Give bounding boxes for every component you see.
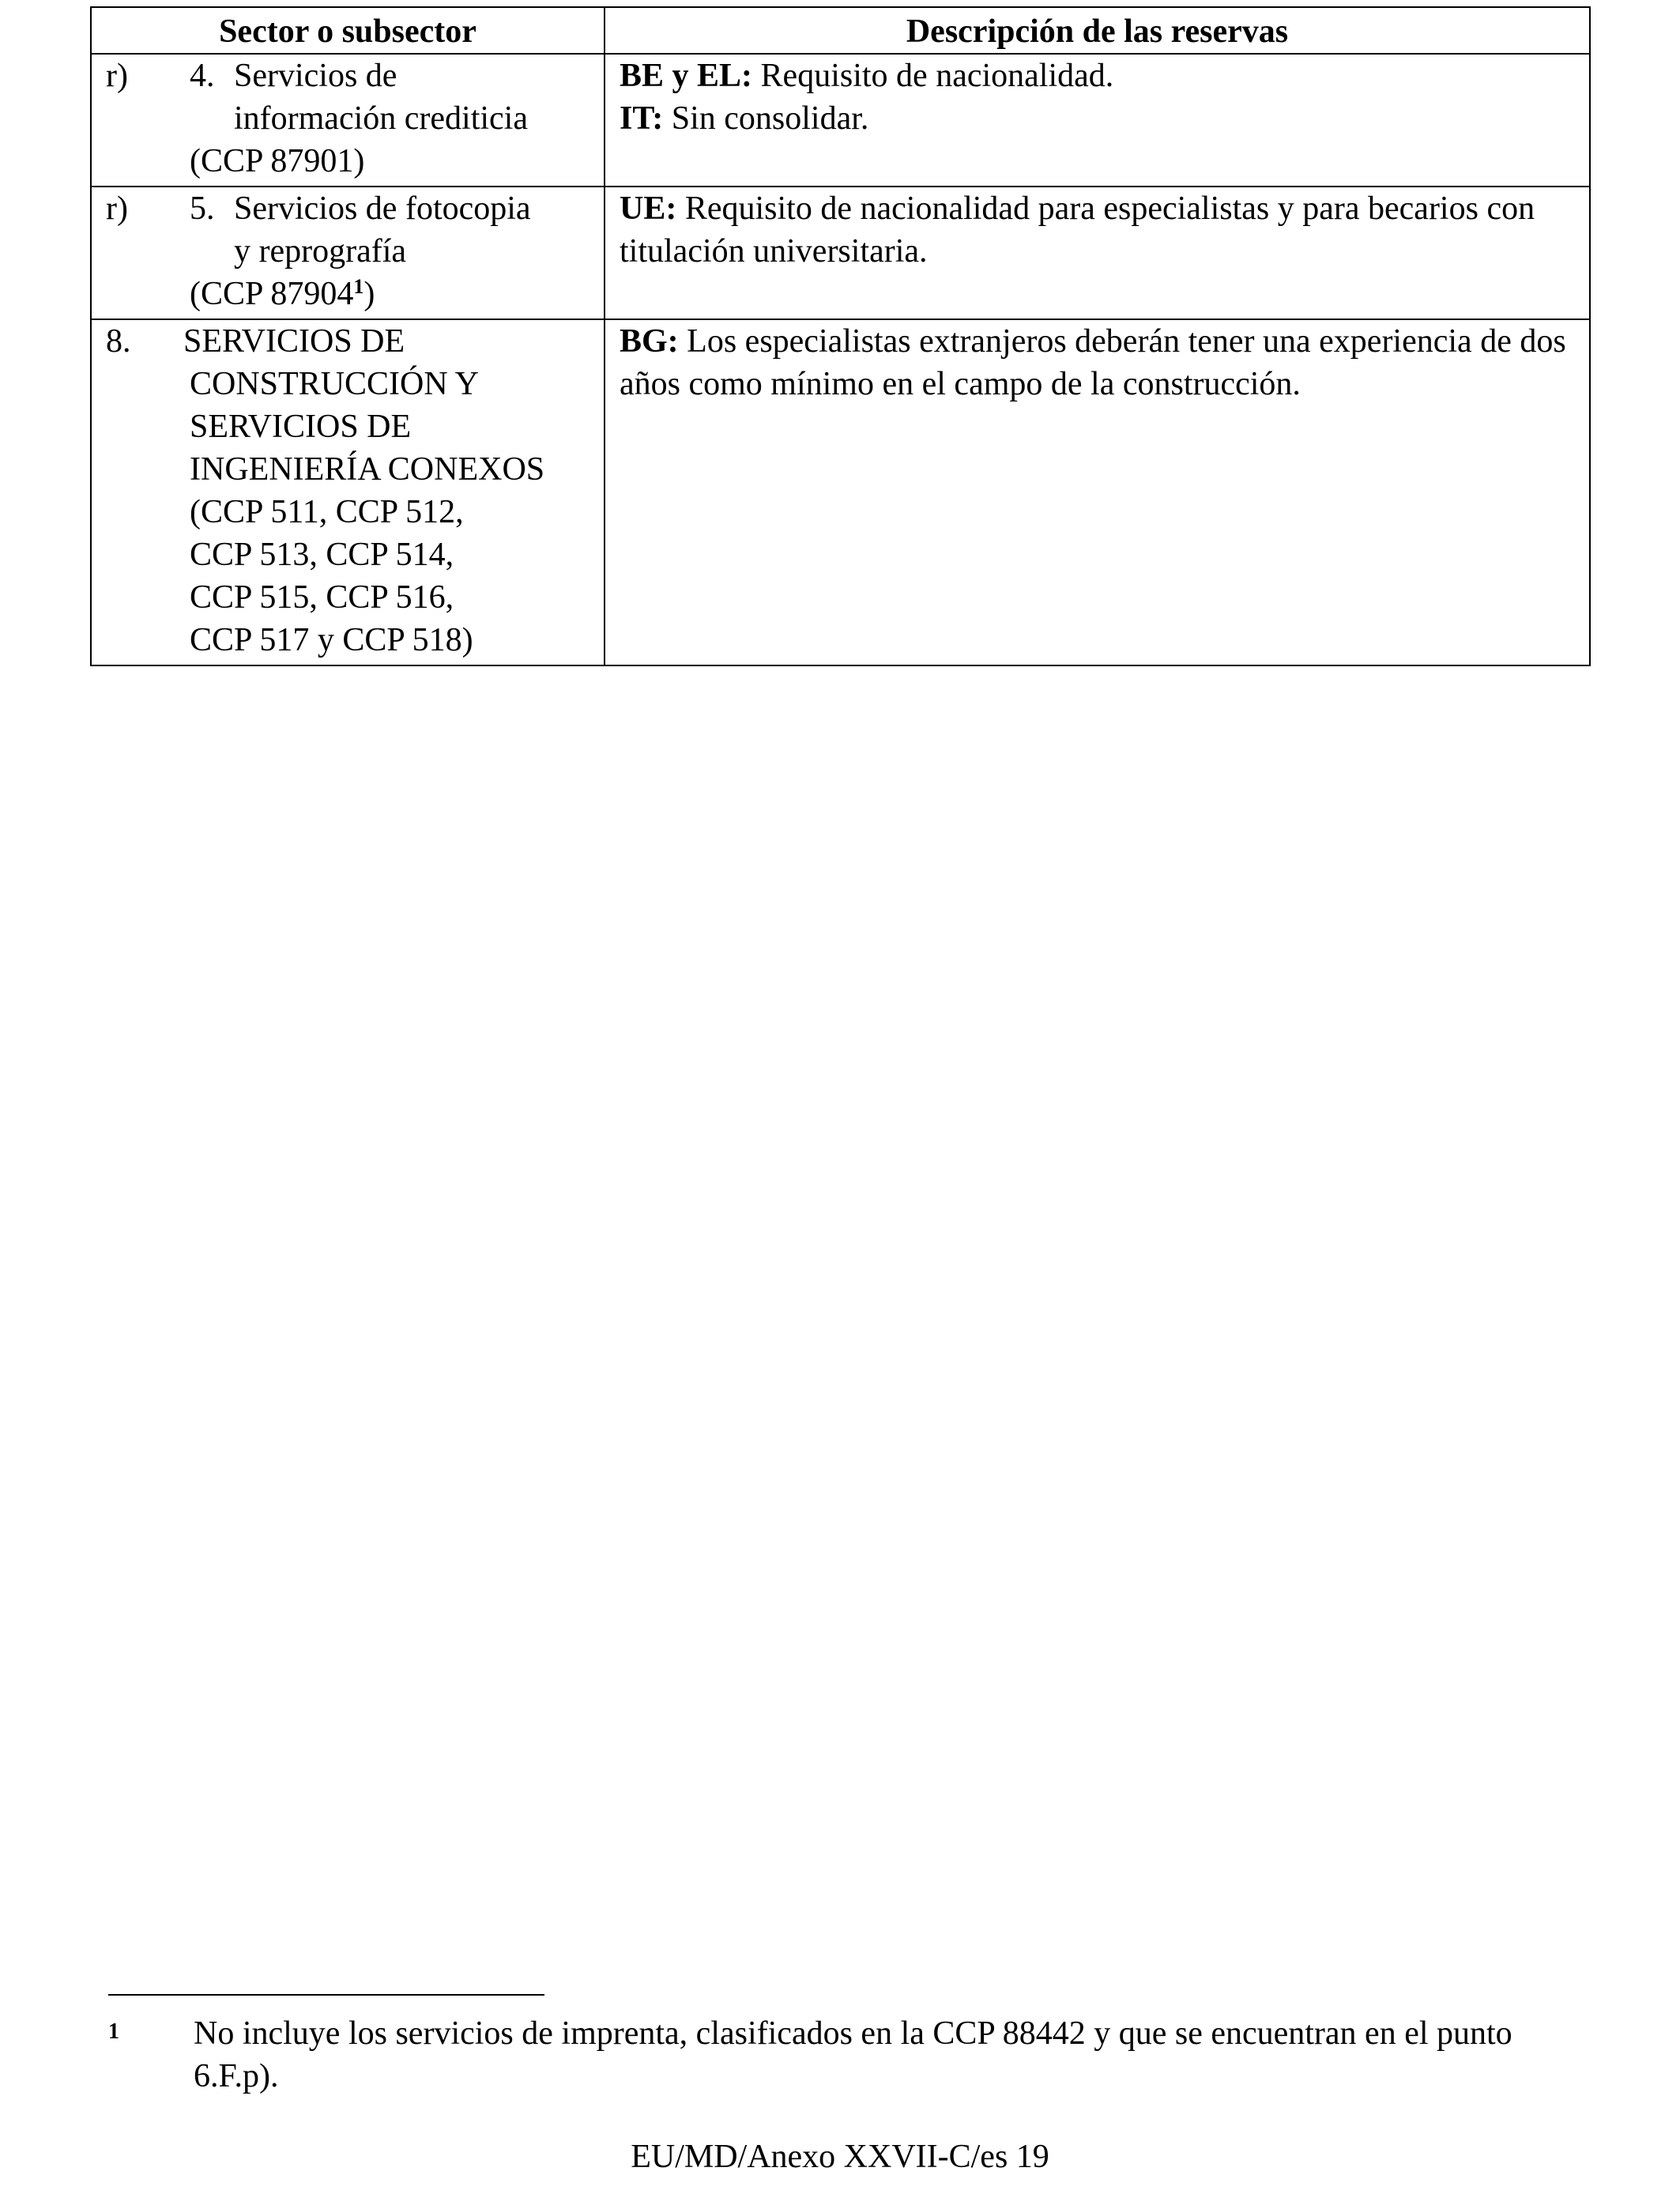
sector-line: CCP 513, CCP 514, xyxy=(190,537,454,573)
sector-ccp: (CCP 87901) xyxy=(190,143,365,179)
footnote-text: No incluye los servicios de imprenta, clasificados en la CCP 88442 y que se encuentran en el punto 6.F.p). xyxy=(194,2015,1512,2094)
sector-line: (CCP 511, CCP 512, xyxy=(190,494,464,530)
country-code: BE y EL: xyxy=(620,58,753,94)
sector-line: SERVICIOS DE xyxy=(190,409,412,445)
header-sector: Sector o subsector xyxy=(91,7,605,54)
ccp-prefix: (CCP 87904 xyxy=(190,276,354,312)
country-code: BG: xyxy=(620,323,679,360)
description-cell xyxy=(605,319,1590,665)
sector-line: CCP 517 y CCP 518) xyxy=(190,622,473,658)
ccp-suffix: ) xyxy=(363,276,375,312)
sector-cell xyxy=(91,54,605,187)
sector-line: CCP 515, CCP 516, xyxy=(190,579,454,616)
sector-cell xyxy=(91,187,605,319)
description-text: Los especialistas extranjeros deberán tener una experiencia de dos años como mínimo en el campo de la construcción. xyxy=(620,323,1566,402)
table-row xyxy=(91,54,1590,187)
description-cell xyxy=(605,54,1590,187)
description-text: Requisito de nacionalidad para especialistas y para becarios con titulación universitaria. xyxy=(620,190,1535,270)
sector-title-line2: información crediticia xyxy=(234,100,528,137)
table-header-row xyxy=(91,7,1590,54)
footnote-reference[interactable]: 1 xyxy=(353,275,364,298)
country-code: IT: xyxy=(620,100,664,137)
table-row xyxy=(91,319,1590,665)
sector-line: CONSTRUCCIÓN Y xyxy=(190,366,479,402)
sector-title-line2: y reprografía xyxy=(234,233,407,270)
footnote xyxy=(108,2012,1586,2098)
description-line xyxy=(620,97,1575,140)
footnote-separator xyxy=(108,1994,544,1996)
row-marker: r) xyxy=(106,190,128,227)
description-cell xyxy=(605,187,1590,319)
sector-number: 5. xyxy=(190,190,215,227)
footnote-mark: 1 xyxy=(108,2019,119,2044)
sector-cell xyxy=(91,319,605,665)
description-text: Requisito de nacionalidad. xyxy=(752,58,1114,94)
sector-title-line1: Servicios de xyxy=(234,58,397,94)
sector-number: 4. xyxy=(190,58,215,94)
country-code: UE: xyxy=(620,190,677,227)
sector-line: SERVICIOS DE xyxy=(183,323,405,360)
description-line xyxy=(620,320,1575,405)
row-marker: 8. xyxy=(106,323,131,360)
page-identifier: EU/MD/Anexo XXVII-C/es 19 xyxy=(631,2139,1049,2175)
sector-ccp xyxy=(190,273,590,315)
reservations-table xyxy=(90,6,1591,666)
row-marker: r) xyxy=(106,58,128,94)
table-row xyxy=(91,187,1590,319)
sector-line: INGENIERÍA CONEXOS xyxy=(190,451,545,488)
sector-title-line1: Servicios de fotocopia xyxy=(234,190,531,227)
description-text: Sin consolidar. xyxy=(663,100,869,137)
description-line xyxy=(620,55,1575,97)
description-line xyxy=(620,187,1575,273)
header-description: Descripción de las reservas xyxy=(605,7,1590,54)
